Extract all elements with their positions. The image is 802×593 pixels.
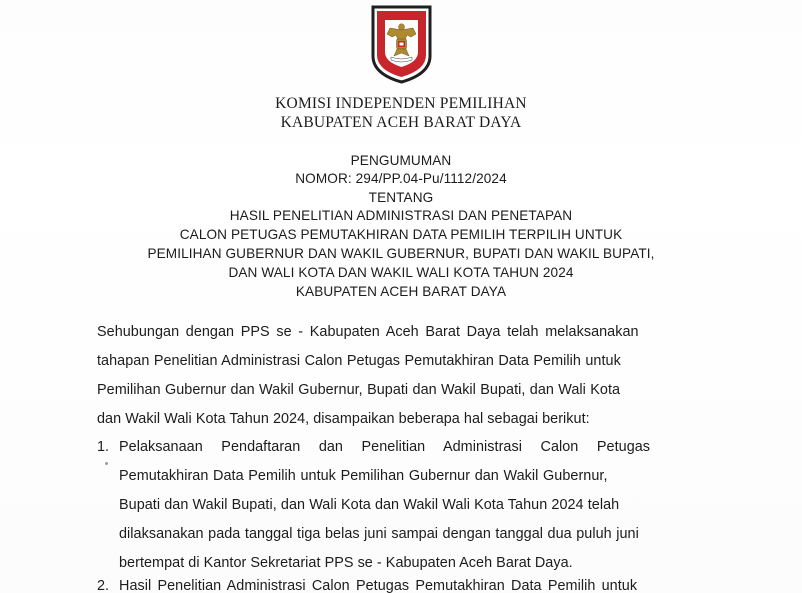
intro-paragraph-line: Pemilihan Gubernur dan Wakil Gubernur, Bupati dan Wakil Bupati, dan Wali Kota — [97, 382, 621, 398]
list-item-line: Bupati dan Wakil Bupati, dan Wali Kota dan Wakil Wali Kota Tahun 2024 telah — [119, 497, 620, 513]
list-item-line: Hasil Penelitian Administrasi Calon Petugas Pemutakhiran Data Pemilih untuk — [119, 578, 638, 593]
list-item-line: bertempat di Kantor Sekretariat PPS se - Kabupaten Aceh Barat Daya. — [119, 555, 573, 571]
intro-paragraph-line: Sehubungan dengan PPS se - Kabupaten Aceh Barat Daya telah melaksanakan — [97, 324, 639, 340]
list-item-line: Pemutakhiran Data Pemilih untuk Pemilihan Gubernur dan Wakil Gubernur, — [119, 468, 608, 484]
intro-paragraph-line: tahapan Penelitian Administrasi Calon Petugas Pemutakhiran Data Pemilih untuk — [97, 353, 621, 369]
kip-emblem-icon — [370, 4, 433, 84]
list-item-number: 1. — [97, 439, 110, 455]
announcement-label: PENGUMUMAN — [350, 153, 452, 168]
list-item-number: 2. — [97, 578, 110, 593]
intro-paragraph-line: dan Wakil Wali Kota Tahun 2024, disampaikan beberapa hal sebagai berikut: — [97, 411, 590, 427]
list-item-line: dilaksanakan pada tanggal tiga belas juni sampai dengan tanggal dua puluh juni — [119, 526, 639, 542]
announcement-title-line: KABUPATEN ACEH BARAT DAYA — [295, 284, 507, 299]
list-item-line: Pelaksanaan Pendaftaran dan Penelitian Administrasi Calon Petugas — [119, 439, 651, 455]
institution-region: KABUPATEN ACEH BARAT DAYA — [280, 114, 522, 131]
kip-logo — [370, 4, 433, 84]
announcement-title-line: HASIL PENELITIAN ADMINISTRASI DAN PENETAPAN — [229, 208, 573, 223]
announcement-about: TENTANG — [368, 190, 434, 205]
institution-name: KOMISI INDEPENDEN PEMILIHAN — [275, 95, 527, 112]
announcement-title-line: CALON PETUGAS PEMUTAKHIRAN DATA PEMILIH TERPILIH UNTUK — [179, 227, 623, 242]
scan-mark — [105, 462, 108, 465]
announcement-number: NOMOR: 294/PP.04-Pu/1112/2024 — [295, 171, 507, 186]
announcement-title-line: DAN WALI KOTA DAN WAKIL WALI KOTA TAHUN 2024 — [228, 265, 574, 280]
announcement-title-line: PEMILIHAN GUBERNUR DAN WAKIL GUBERNUR, BUPATI DAN WAKIL BUPATI, — [147, 246, 655, 261]
